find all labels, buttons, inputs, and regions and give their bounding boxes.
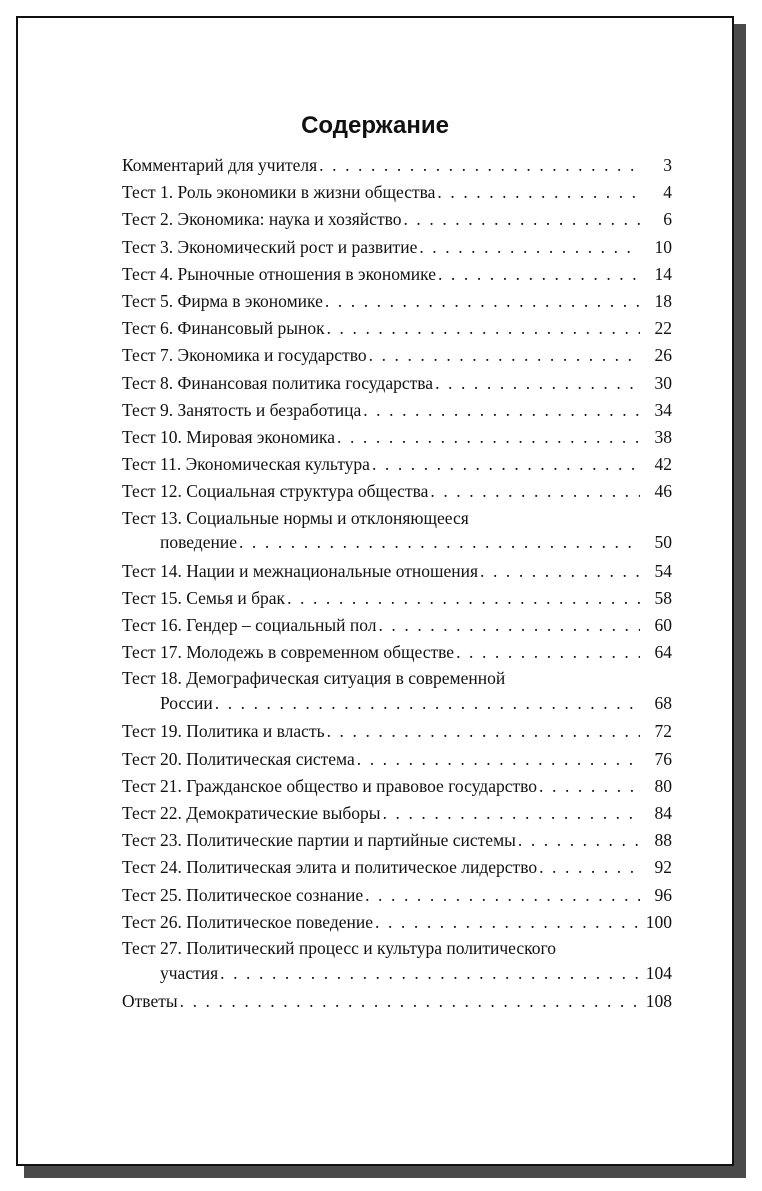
- toc-entry-title: Тест 12. Социальная структура общества: [122, 481, 429, 502]
- dot-leader: [403, 206, 640, 233]
- toc-entry-title: Тест 21. Гражданское общество и правовое государство: [122, 775, 538, 796]
- toc-entry-title: Тест 27. Политический процесс и культура политического: [122, 938, 556, 959]
- toc-entry: [122, 639, 672, 666]
- dot-leader: [375, 909, 640, 936]
- toc-entry: [122, 234, 672, 261]
- toc-entry: [122, 909, 672, 936]
- toc-entry-title: Тест 22. Демократические выборы: [122, 803, 381, 824]
- toc-entry-title: участия: [160, 962, 219, 983]
- toc-page-number: 3: [663, 155, 672, 175]
- dot-leader: [372, 451, 640, 478]
- dot-leader: [215, 691, 640, 716]
- toc-entry: [122, 261, 672, 288]
- toc-entry: [122, 424, 672, 451]
- toc-page-number: 60: [654, 615, 672, 636]
- toc-page-number: 72: [654, 721, 672, 742]
- dot-leader: [480, 558, 640, 585]
- toc-entry-title: Тест 20. Политическая система: [122, 748, 355, 769]
- toc-entry: [122, 773, 672, 800]
- dot-leader: [378, 612, 640, 639]
- toc-entry: [122, 988, 672, 1015]
- dot-leader: [435, 370, 640, 397]
- dot-leader: [180, 988, 640, 1015]
- toc-page-number: 50: [654, 532, 672, 553]
- dot-leader: [456, 639, 640, 666]
- toc-page-number: 88: [654, 830, 672, 851]
- dot-leader: [357, 746, 640, 773]
- page-title: Содержание: [301, 112, 449, 139]
- toc-entry-title: Тест 26. Политическое поведение: [122, 911, 374, 932]
- toc-entry-title: Тест 17. Молодежь в современном обществе: [122, 642, 455, 663]
- toc-entry: [122, 558, 672, 585]
- toc-page-number: 100: [645, 911, 672, 932]
- toc-entry-title: Тест 5. Фирма в экономике: [122, 291, 323, 312]
- dot-leader: [437, 179, 640, 206]
- toc-entry-title: Тест 3. Экономический рост и развитие: [122, 236, 418, 257]
- toc-entry-title: поведение: [160, 532, 237, 553]
- dot-leader: [319, 152, 640, 179]
- dot-leader: [363, 397, 640, 424]
- dot-leader: [539, 854, 640, 881]
- toc-entry-title: Тест 10. Мировая экономика: [122, 427, 336, 448]
- toc-entry: [122, 315, 672, 342]
- dot-leader: [430, 478, 640, 505]
- toc-entry: [122, 288, 672, 315]
- toc-entry-title: Тест 15. Семья и брак: [122, 587, 286, 608]
- dot-leader: [220, 961, 640, 986]
- toc-entry-title: Тест 16. Гендер – социальный пол: [122, 615, 377, 636]
- toc-page-number: 18: [654, 291, 672, 312]
- toc-page-number: 30: [654, 372, 672, 393]
- table-of-contents: [122, 152, 672, 1015]
- toc-entry-title: Тест 25. Политическое сознание: [122, 884, 364, 905]
- dot-leader: [369, 342, 640, 369]
- toc-page-number: 42: [654, 454, 672, 475]
- document-page: [16, 16, 734, 1166]
- toc-entry-title: Тест 24. Политическая элита и политическое лидерство: [122, 857, 538, 878]
- toc-entry-title: Тест 1. Роль экономики в жизни общества: [122, 182, 436, 203]
- toc-entry-title: России: [160, 692, 213, 713]
- toc-page-number: 68: [654, 692, 672, 713]
- toc-entry: [122, 179, 672, 206]
- toc-page-number: 96: [654, 884, 672, 905]
- dot-leader: [239, 530, 640, 555]
- dot-leader: [438, 261, 640, 288]
- toc-page-number: 104: [645, 962, 672, 983]
- toc-page-number: 6: [663, 209, 672, 230]
- toc-entry: [122, 666, 672, 718]
- toc-entry: [122, 397, 672, 424]
- dot-leader: [327, 315, 640, 342]
- dot-leader: [337, 424, 640, 451]
- toc-entry: [122, 451, 672, 478]
- toc-page-number: 4: [663, 182, 672, 203]
- toc-entry-title: Тест 19. Политика и власть: [122, 721, 325, 742]
- dot-leader: [518, 827, 640, 854]
- toc-entry: [122, 206, 672, 233]
- dot-leader: [325, 288, 640, 315]
- toc-page-number: 34: [654, 399, 672, 420]
- toc-entry-title: Тест 14. Нации и межнациональные отношения: [122, 560, 478, 581]
- toc-entry-title: Тест 6. Финансовый рынок: [122, 318, 325, 339]
- toc-entry: [122, 827, 672, 854]
- toc-entry: [122, 585, 672, 612]
- toc-page-number: 64: [654, 642, 672, 663]
- toc-entry: [122, 882, 672, 909]
- toc-entry: [122, 854, 672, 881]
- toc-entry-title: Тест 18. Демографическая ситуация в современной: [122, 668, 506, 689]
- toc-page-number: 92: [654, 857, 672, 878]
- dot-leader: [383, 800, 640, 827]
- toc-entry-title: Тест 13. Социальные нормы и отклоняющееся: [122, 507, 469, 528]
- toc-entry: [122, 370, 672, 397]
- toc-entry-title: Тест 8. Финансовая политика государства: [122, 372, 434, 393]
- toc-entry-title: Комментарий для учителя: [122, 155, 318, 175]
- toc-entry: [122, 718, 672, 745]
- toc-entry-title: Тест 9. Занятость и безработица: [122, 399, 362, 420]
- dot-leader: [287, 585, 640, 612]
- toc-entry: [122, 746, 672, 773]
- toc-page-number: 22: [654, 318, 672, 339]
- toc-page-number: 76: [654, 748, 672, 769]
- dot-leader: [327, 718, 640, 745]
- toc-entry-title: Тест 4. Рыночные отношения в экономике: [122, 263, 436, 284]
- dot-leader: [365, 882, 640, 909]
- toc-page-number: 80: [654, 775, 672, 796]
- toc-entry-title: Тест 7. Экономика и государство: [122, 345, 367, 366]
- toc-entry-title: Тест 23. Политические партии и партийные системы: [122, 830, 516, 851]
- toc-entry-title: Ответы: [122, 991, 178, 1012]
- toc-entry: [122, 342, 672, 369]
- toc-entry: [122, 506, 672, 558]
- toc-entry: [122, 152, 672, 179]
- toc-page-number: 10: [654, 236, 672, 257]
- toc-entry: [122, 612, 672, 639]
- toc-page-number: 58: [654, 587, 672, 608]
- toc-entry: [122, 478, 672, 505]
- toc-page-number: 38: [654, 427, 672, 448]
- dot-leader: [539, 773, 640, 800]
- toc-entry: [122, 936, 672, 988]
- toc-entry: [122, 800, 672, 827]
- toc-page-number: 108: [645, 991, 672, 1012]
- toc-entry-title: Тест 11. Экономическая культура: [122, 454, 370, 475]
- toc-page-number: 54: [654, 560, 672, 581]
- toc-page-number: 46: [654, 481, 672, 502]
- toc-page-number: 14: [654, 263, 672, 284]
- toc-page-number: 84: [654, 803, 672, 824]
- toc-page-number: 26: [654, 345, 672, 366]
- toc-entry-title: Тест 2. Экономика: наука и хозяйство: [122, 209, 402, 230]
- dot-leader: [419, 234, 640, 261]
